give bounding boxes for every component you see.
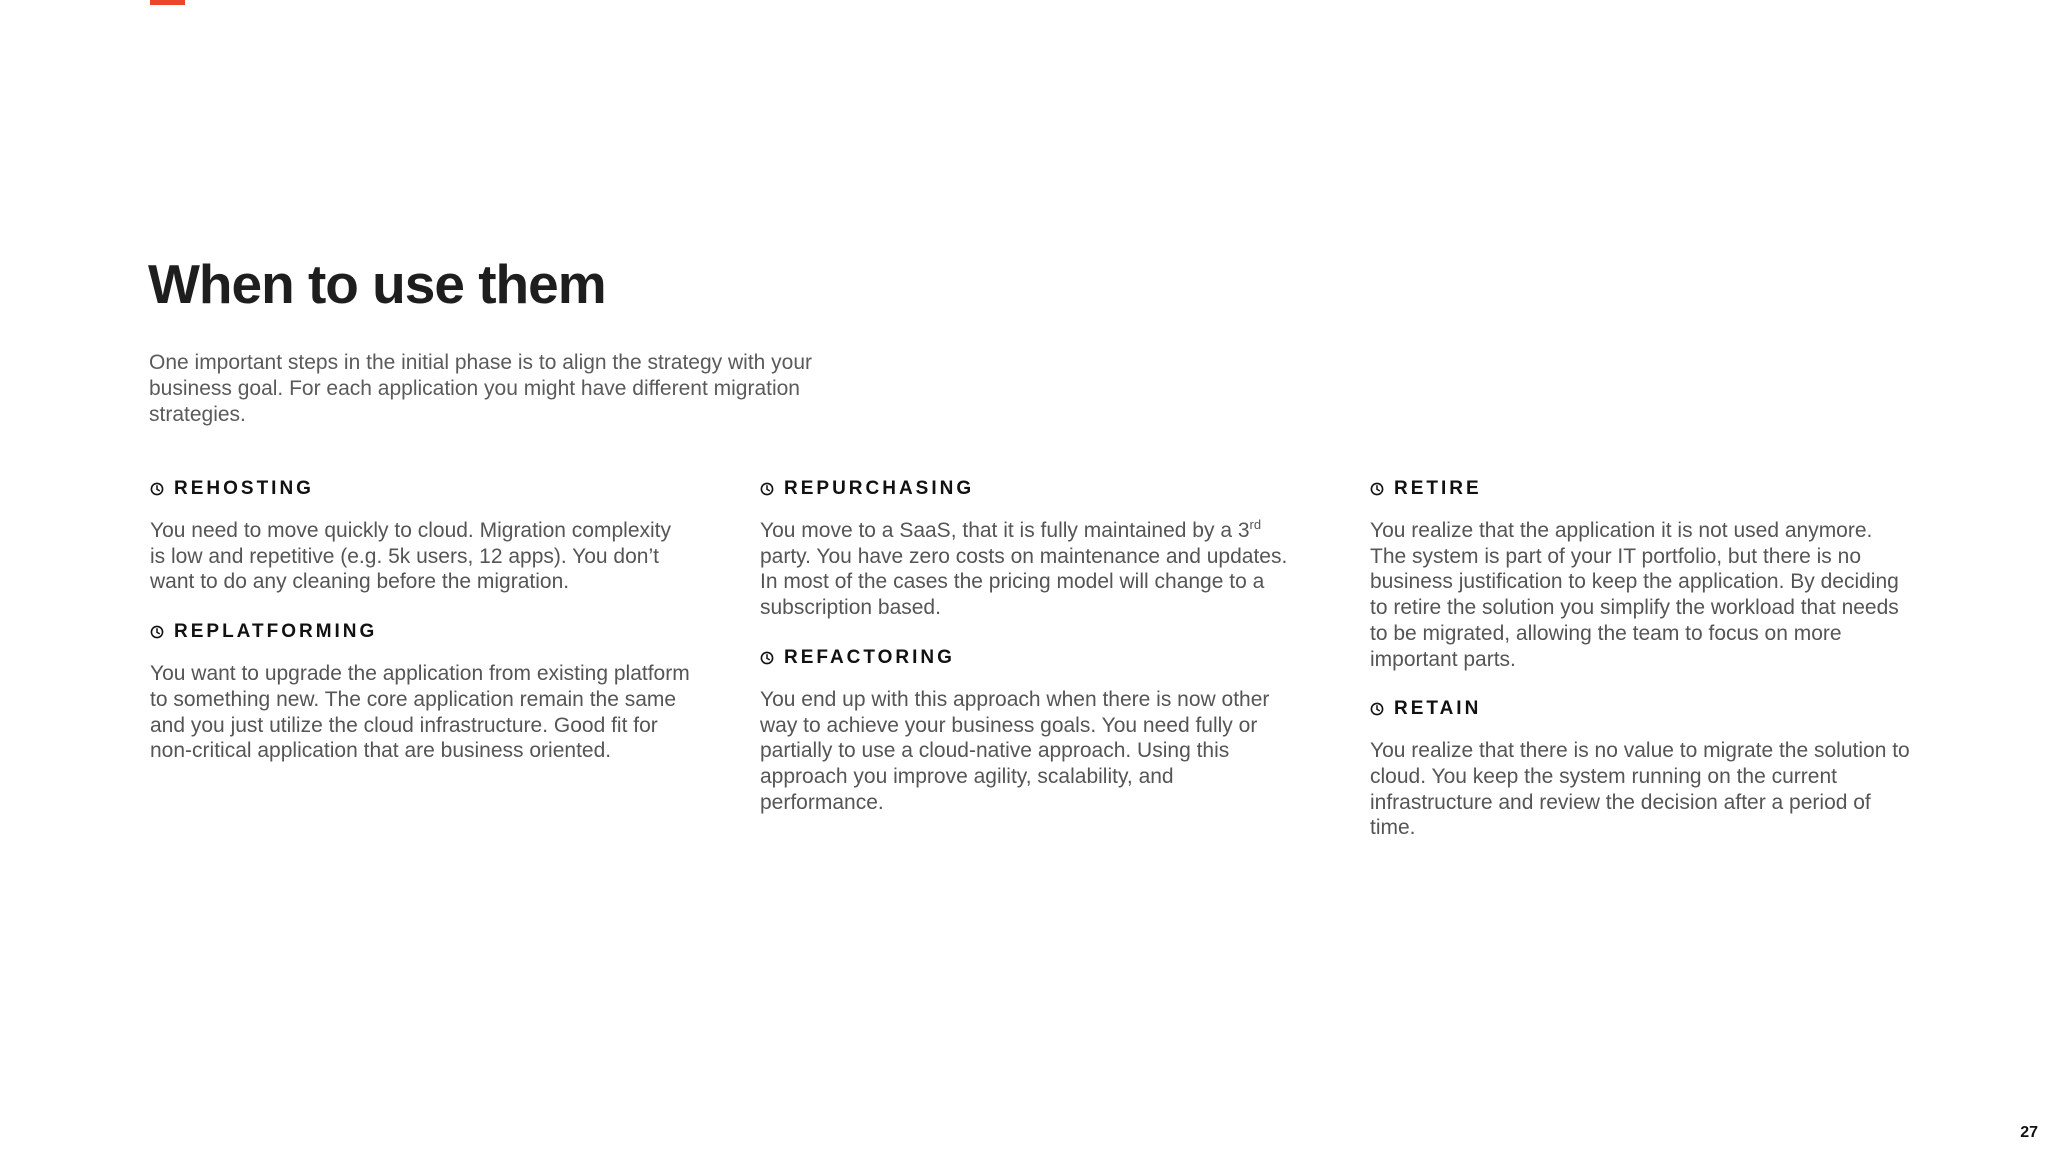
strategy-title: REPURCHASING — [784, 478, 975, 499]
intro-text: One important steps in the initial phase is to align the strategy with your business goal. For each application you might have different migration strategies. — [149, 351, 813, 426]
strategy-description: You realize that there is no value to migrate the solution to cloud. You keep the system running on the current infrastructure and review the decision after a period of time. — [1370, 739, 1910, 840]
strategy-refactoring — [760, 645, 1300, 816]
clock-icon — [150, 625, 164, 639]
strategy-title: RETIRE — [1394, 478, 1482, 499]
strategy-header — [150, 476, 690, 502]
strategy-retain — [1370, 696, 1910, 841]
clock-icon — [760, 651, 774, 665]
strategy-header — [1370, 696, 1910, 722]
strategy-column-1 — [150, 476, 690, 788]
clock-icon — [150, 482, 164, 496]
ordinal-superscript: rd — [1249, 517, 1262, 532]
strategy-title: REFACTORING — [784, 646, 955, 668]
strategy-description: You want to upgrade the application from existing platform to something new. The core application remain the same and you just utilize the cloud infrastructure. Good fit for non-critical application that are business oriented. — [150, 662, 690, 763]
slide-title: When to use them — [148, 253, 606, 315]
strategy-description: You realize that the application it is not used anymore. The system is part of your IT portfolio, but there is no business justification to keep the application. By deciding to retire the solution you simplify the workload that needs to be migrated, allowing the team to focus on more important parts. — [1370, 519, 1899, 671]
page-number: 27 — [2020, 1124, 2038, 1141]
accent-bar — [150, 0, 185, 5]
strategy-description: You need to move quickly to cloud. Migration complexity is low and repetitive (e.g. 5k users, 12 apps). You don’t want to do any cleaning before the migration. — [150, 519, 672, 594]
strategy-header — [1370, 476, 1910, 502]
strategy-rehosting — [150, 476, 690, 595]
strategy-header — [760, 645, 1300, 671]
strategy-column-2 — [760, 476, 1300, 839]
strategy-title: RETAIN — [1394, 698, 1482, 720]
strategy-title: REHOSTING — [174, 478, 314, 499]
clock-icon — [1370, 482, 1384, 496]
strategy-description — [760, 518, 1300, 621]
strategy-repurchasing — [760, 476, 1300, 621]
description-part: party. You have zero costs on maintenance and updates. In most of the cases the pricing model will change to a subscription based. — [760, 544, 1288, 620]
strategy-retire — [1370, 476, 1910, 672]
strategy-column-3 — [1370, 476, 1910, 865]
strategy-replatforming — [150, 619, 690, 764]
clock-icon — [760, 482, 774, 496]
strategy-title: REPLATFORMING — [174, 621, 378, 643]
strategy-header — [150, 619, 690, 645]
description-part: You move to a SaaS, that it is fully maintained by a 3 — [760, 519, 1250, 542]
clock-icon — [1370, 702, 1384, 716]
strategy-header — [760, 476, 1300, 502]
strategy-description: You end up with this approach when there is now other way to achieve your business goals. You need fully or partially to use a cloud-native approach. Using this approach you improve agility, scalability, and performance. — [760, 687, 1270, 814]
